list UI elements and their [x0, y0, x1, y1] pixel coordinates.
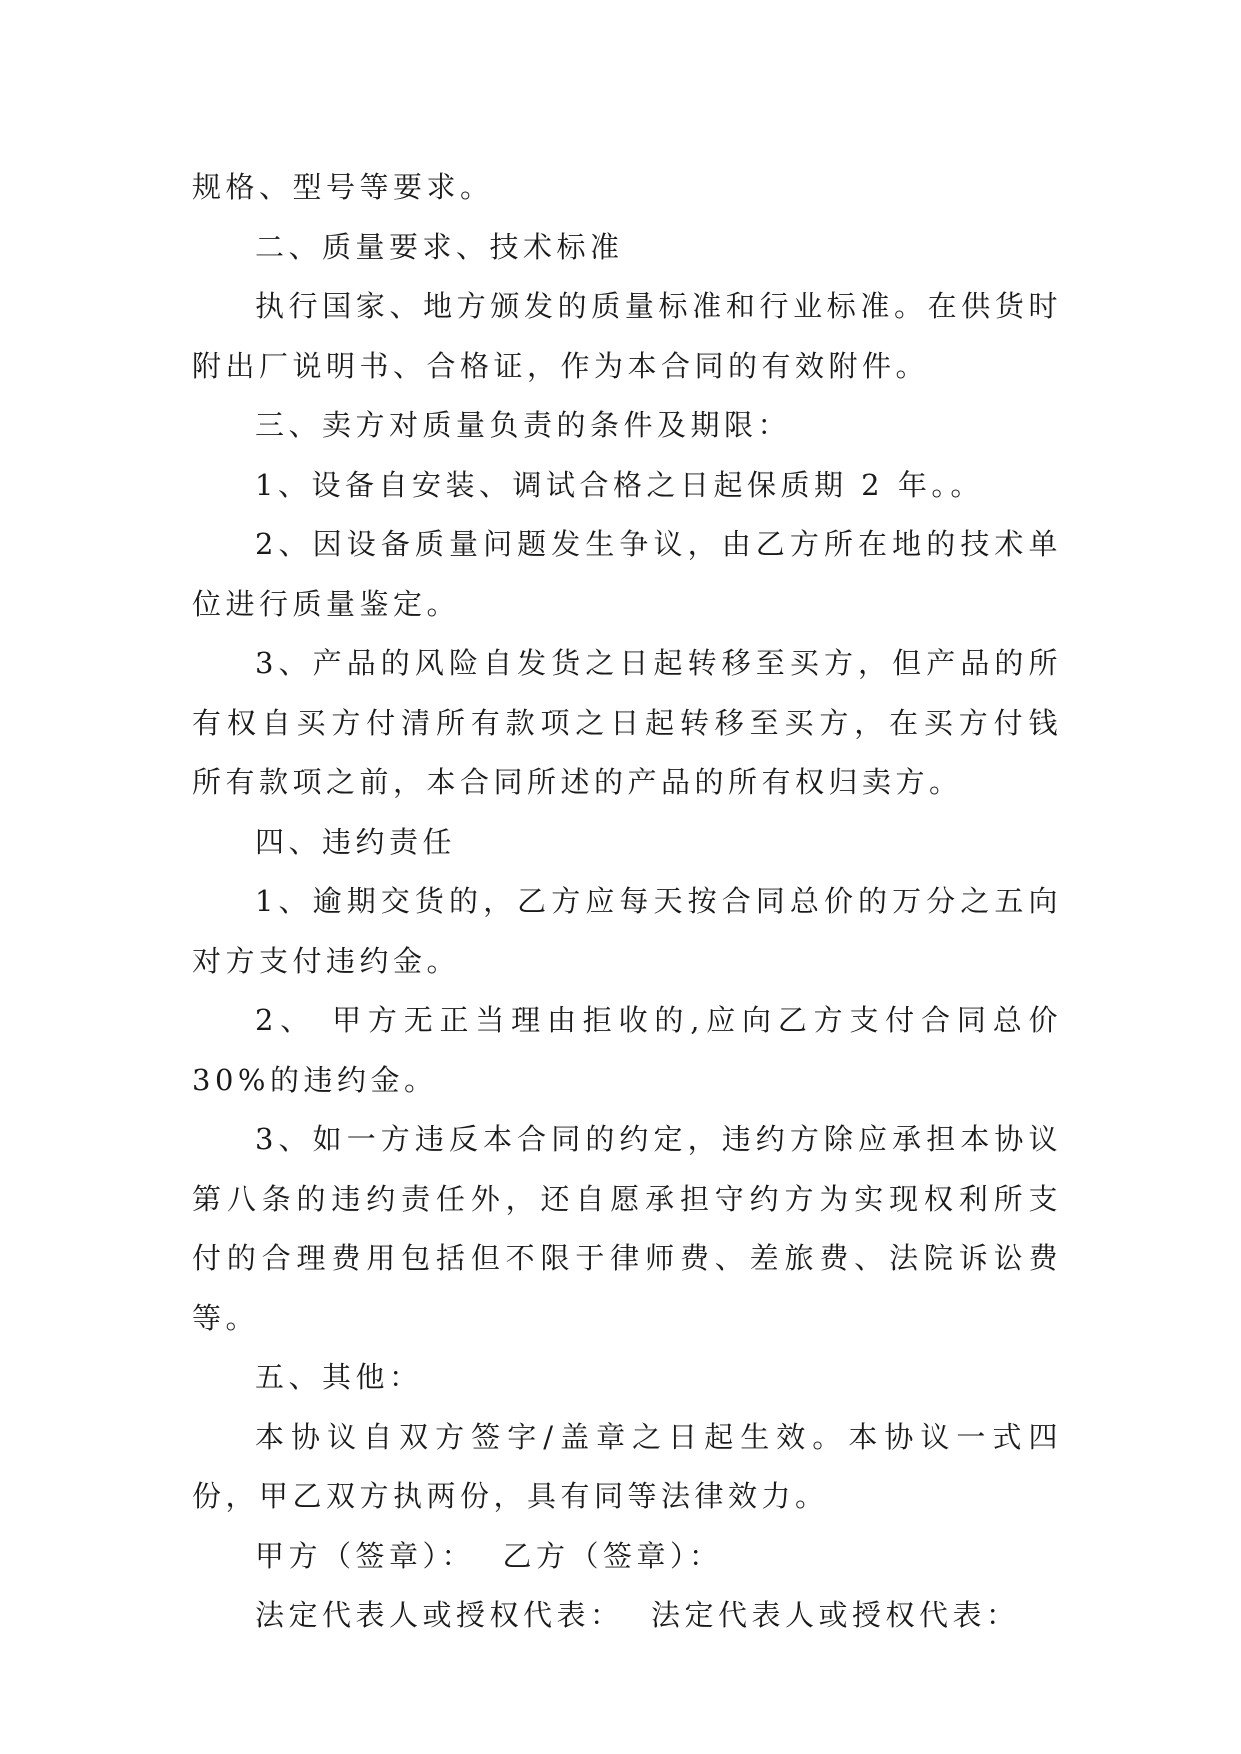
paragraph-effectiveness: 本协议自双方签字/盖章之日起生效。本协议一式四份，甲乙双方执两份，具有同等法律效力。: [192, 1419, 1062, 1513]
heading-other: 五、其他：: [255, 1360, 423, 1394]
clause-risk-ownership: 3、产品的风险自发货之日起转移至买方，但产品的所有权自买方付清所有款项之日起转移至买方，在买方付钱所有款项之前，本合同所述的产品的所有权归卖方。: [192, 646, 1062, 799]
paragraph-spec-continuation: 规格、型号等要求。: [192, 170, 494, 204]
clause-warranty-period: 1、设备自安装、调试合格之日起保质期 2 年。。: [255, 467, 984, 502]
document-body: [192, 158, 1062, 1646]
clause-late-delivery: 1、逾期交货的，乙方应每天按合同总价的万分之五向对方支付违约金。: [192, 884, 1062, 978]
clause-breach-costs: 3、如一方违反本合同的约定，违约方除应承担本协议第八条的违约责任外，还自愿承担守约方为实现权利所支付的合理费用包括但不限于律师费、差旅费、法院诉讼费等。: [192, 1122, 1062, 1335]
signature-representative-line: [192, 1586, 1062, 1646]
clause-quality-dispute: 2、因设备质量问题发生争议，由乙方所在地的技术单位进行质量鉴定。: [192, 527, 1062, 621]
heading-quality-standards: 二、质量要求、技术标准: [255, 229, 624, 264]
party-b-representative-label: 法定代表人或授权代表：: [650, 1598, 1020, 1632]
heading-breach-liability: 四、违约责任: [255, 824, 457, 859]
party-a-representative-label: 法定代表人或授权代表：: [255, 1598, 624, 1632]
party-b-seal-label: 乙方（签章）：: [502, 1538, 723, 1573]
party-a-seal-label: 甲方（签章）：: [255, 1538, 476, 1573]
signature-seal-line: [192, 1527, 1062, 1587]
heading-seller-quality-terms: 三、卖方对质量负责的条件及期限：: [255, 408, 792, 442]
paragraph-quality-standards: 执行国家、地方颁发的质量标准和行业标准。在供货时附出厂说明书、合格证，作为本合同的有效附件。: [192, 289, 1062, 383]
clause-unjustified-rejection: 2、 甲方无正当理由拒收的,应向乙方支付合同总价30%的违约金。: [192, 1003, 1062, 1097]
